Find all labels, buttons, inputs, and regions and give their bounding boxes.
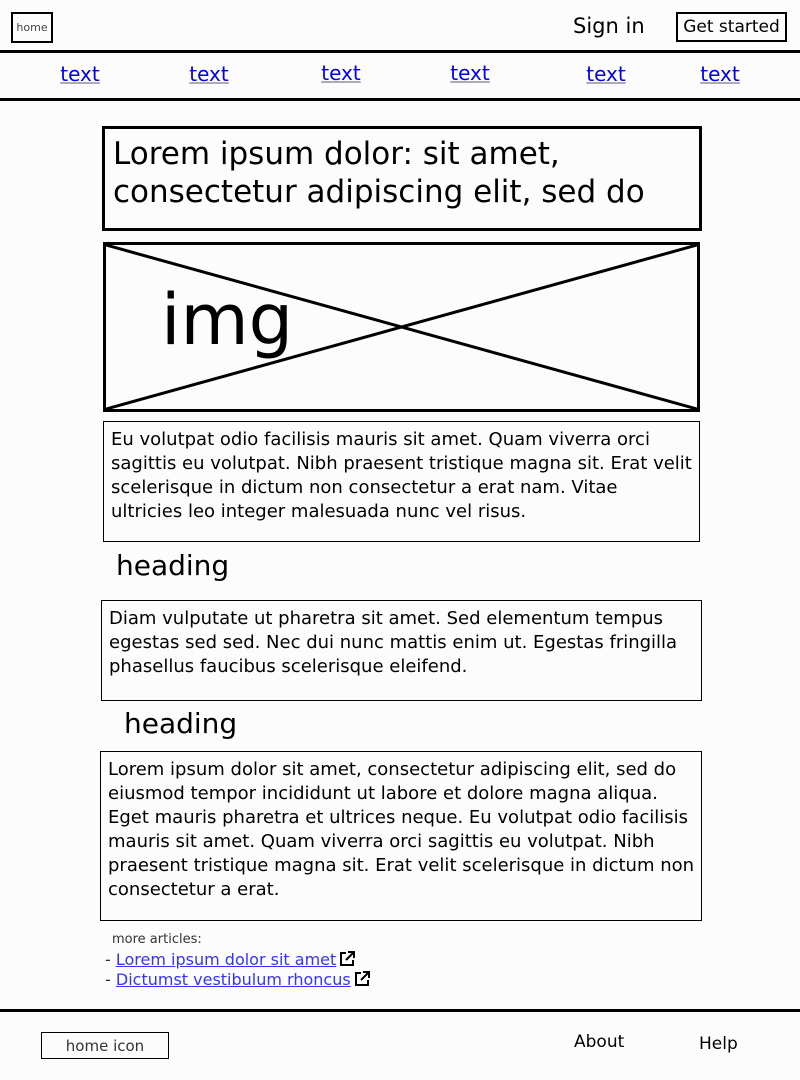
section-heading-2: heading	[124, 707, 238, 740]
external-link-icon[interactable]	[354, 971, 370, 987]
nav-link-1[interactable]: text	[60, 62, 100, 86]
nav-link-2[interactable]: text	[189, 62, 229, 86]
nav-link-4[interactable]: text	[450, 61, 490, 85]
nav-link-5[interactable]: text	[586, 62, 626, 86]
nav-link-3[interactable]: text	[321, 61, 361, 85]
bullet: -	[105, 970, 111, 989]
help-link[interactable]: Help	[699, 1034, 738, 1054]
article-link-1[interactable]: Lorem ipsum dolor sit amet	[115, 950, 337, 969]
get-started-button[interactable]	[676, 12, 787, 42]
footer-divider	[0, 1009, 800, 1012]
header-divider	[0, 50, 800, 53]
home-label: home	[16, 21, 48, 34]
footer-home-label: home icon	[65, 1036, 145, 1055]
section-paragraph-2: Lorem ipsum dolor sit amet, consectetur adipiscing elit, sed do eiusmod tempor incididunt ut labore et dolore magna aliqua. Eget mauris pharetra et ultrices neque. Eu volutpat odio facilisis mauris sit amet. Quam viverra orci sagittis eu volutpat. Nibh praesent tristique magna sit. Erat velit scelerisque in dictum non consectetur a erat.	[100, 751, 702, 921]
about-link[interactable]: About	[574, 1032, 625, 1052]
article-list-item	[105, 970, 370, 989]
get-started-label: Get started	[683, 17, 780, 37]
image-placeholder	[103, 242, 700, 412]
intro-paragraph: Eu volutpat odio facilisis mauris sit amet. Quam viverra orci sagittis eu volutpat. Nibh praesent tristique magna sit. Erat velit scelerisque in dictum non consectetur a erat nam. Vitae ultricies leo integer malesuada nunc vel risus.	[103, 421, 700, 542]
section-heading-1: heading	[116, 549, 230, 582]
bullet: -	[105, 950, 111, 969]
nav-link-6[interactable]: text	[700, 62, 740, 86]
article-list-item	[105, 950, 355, 969]
nav-divider	[0, 98, 800, 101]
image-label: img	[161, 279, 294, 361]
article-link-2[interactable]: Dictumst vestibulum rhoncus	[115, 970, 351, 989]
external-link-icon[interactable]	[339, 951, 355, 967]
sign-in-link[interactable]: Sign in	[573, 14, 645, 38]
page-title: Lorem ipsum dolor: sit amet, consectetur adipiscing elit, sed do	[102, 126, 702, 231]
more-articles-label: more articles:	[112, 932, 202, 947]
footer-home-icon[interactable]	[41, 1032, 169, 1059]
home-logo[interactable]	[11, 12, 53, 43]
section-paragraph-1: Diam vulputate ut pharetra sit amet. Sed elementum tempus egestas sed sed. Nec dui nunc mattis enim ut. Egestas fringilla phasellus faucibus scelerisque eleifend.	[101, 600, 702, 701]
